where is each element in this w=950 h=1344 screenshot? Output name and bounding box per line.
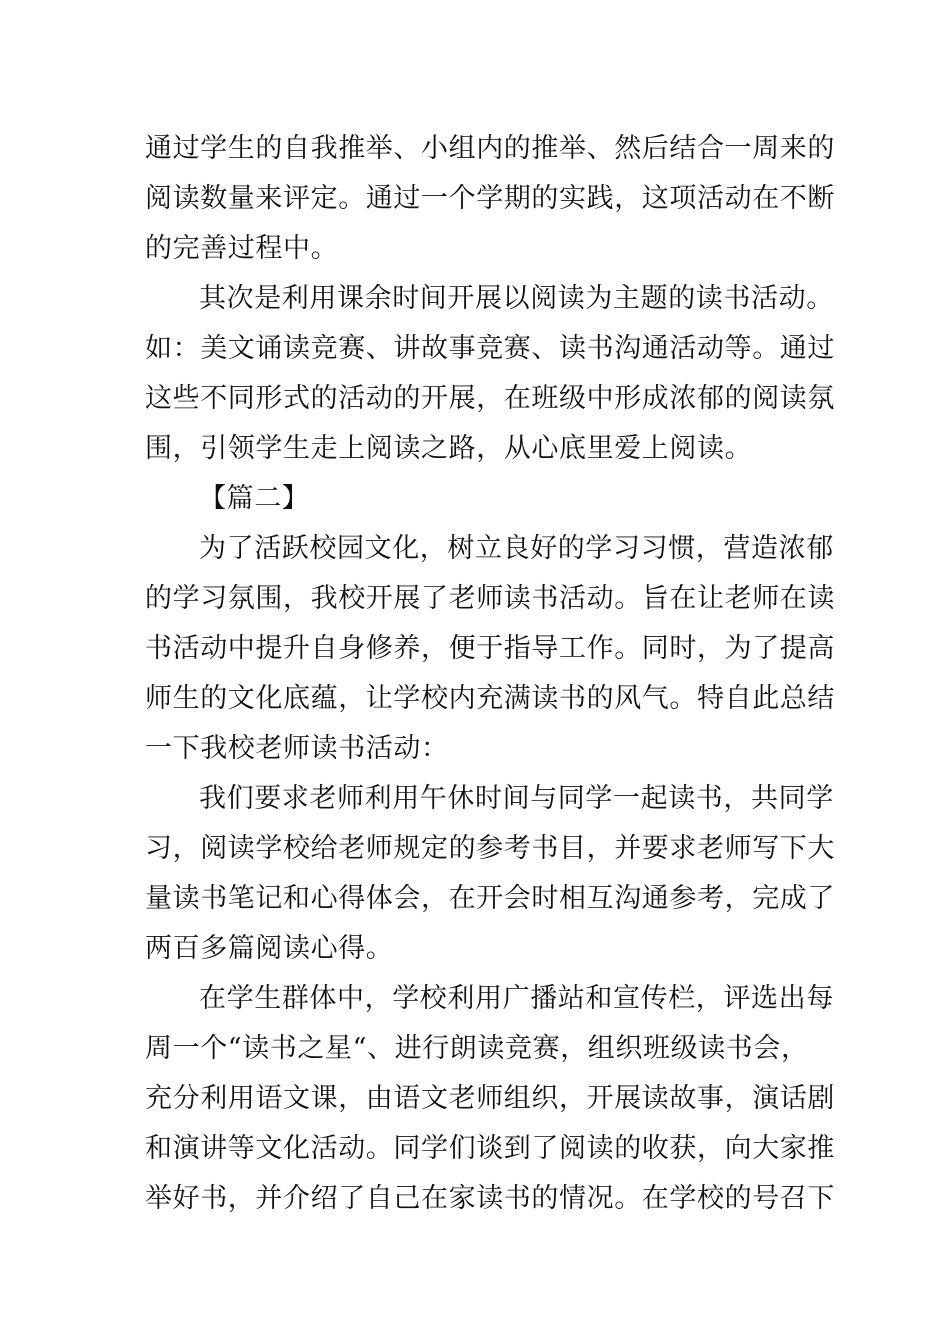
text-line: 的学习氛围，我校开展了老师读书活动。旨在让老师在读 [145, 583, 835, 614]
text-line: 和演讲等文化活动。同学们谈到了阅读的收获，向大家推 [145, 1133, 835, 1164]
document-body [145, 124, 835, 1224]
text-line: 举好书，并介绍了自己在家读书的情况。在学校的号召下 [145, 1183, 835, 1214]
text-line: 充分利用语文课，由语文老师组织，开展读故事，演话剧 [145, 1083, 835, 1114]
text-line: 在学生群体中，学校利用广播站和宣传栏，评选出每 [199, 983, 834, 1014]
text-line: 【篇二】 [199, 483, 310, 514]
paragraph [145, 974, 835, 1224]
text-line: 习，阅读学校给老师规定的参考书目，并要求老师写下大 [145, 833, 835, 864]
paragraph [145, 524, 835, 774]
paragraph [145, 474, 810, 524]
text-line: 周一个“读书之星“、进行朗读竞赛，组织班级读书会， [145, 1033, 809, 1064]
text-line: 的完善过程中。 [145, 233, 339, 264]
text-line: 我们要求老师利用午休时间与同学一起读书，共同学 [199, 783, 834, 814]
paragraph [145, 124, 835, 274]
text-line: 两百多篇阅读心得。 [145, 933, 394, 964]
text-line: 通过学生的自我推举、小组内的推举、然后结合一周来的 [145, 133, 835, 164]
text-line: 一下我校老师读书活动： [145, 733, 449, 764]
text-line: 如：美文诵读竞赛、讲故事竞赛、读书沟通活动等。通过 [145, 333, 835, 364]
text-line: 为了活跃校园文化，树立良好的学习习惯，营造浓郁 [199, 533, 834, 564]
paragraph [145, 774, 835, 974]
text-line: 阅读数量来评定。通过一个学期的实践，这项活动在不断 [145, 183, 835, 214]
text-line: 这些不同形式的活动的开展，在班级中形成浓郁的阅读氛 [145, 383, 835, 414]
text-line: 书活动中提升自身修养，便于指导工作。同时，为了提高 [145, 633, 835, 664]
text-line: 量读书笔记和心得体会，在开会时相互沟通参考，完成了 [145, 883, 835, 914]
text-line: 围，引领学生走上阅读之路，从心底里爱上阅读。 [145, 433, 753, 464]
text-line: 师生的文化底蕴，让学校内充满读书的风气。特自此总结 [145, 683, 835, 714]
paragraph [145, 274, 835, 474]
text-line: 其次是利用课余时间开展以阅读为主题的读书活动。 [199, 283, 834, 314]
